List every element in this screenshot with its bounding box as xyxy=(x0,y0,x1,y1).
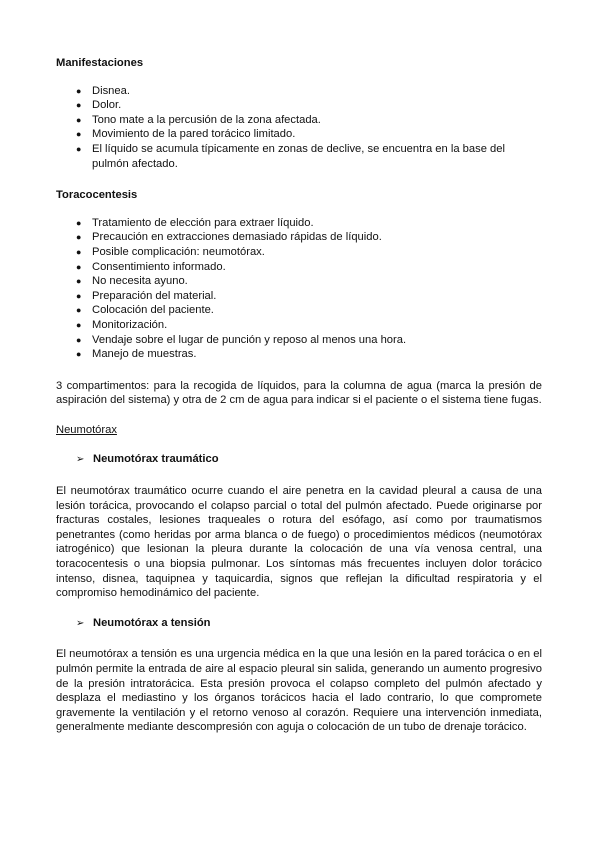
list-item: ● Preparación del material. xyxy=(76,289,217,302)
compartimentos-paragraph: 3 compartimentos: para la recogida de líquidos, para la columna de agua (marca la presión de aspiración del sistema) y otra de 2 cm de agua para indicar si el paciente o el sistema tiene fugas. xyxy=(56,379,542,407)
neumotorax-traumatico-paragraph: El neumotórax traumático ocurre cuando el aire penetra en la cavidad pleural a causa de una lesión torácica, provocando el colapso parcial o total del pulmón afectado. Puede originarse por fracturas costales, lesiones traqueales o rotura del esófago, así como por traumatismos penetrantes (como heridas por arma blanca o de fuego) o procedimientos médicos (neumotórax iatrogénico) que lesionan la pleura durante la colocación de una vía venosa central, una toracocentesis o una biopsia pulmonar. Los síntomas más frecuentes incluyen dolor torácico intenso, disnea, taquipnea y taquicardia, signos que reflejan la dificultad respiratoria y el compromiso hemodinámico del paciente. xyxy=(56,485,542,600)
list-item: ● Movimiento de la pared torácico limitado. xyxy=(76,128,296,141)
toracocentesis-heading: Toracocentesis xyxy=(56,189,138,202)
list-item: ● No necesita ayuno. xyxy=(76,275,188,288)
bullet-icon: ● xyxy=(76,319,82,330)
bullet-icon: ● xyxy=(76,129,82,140)
neumotorax-traumatico-heading: ➢ Neumotórax traumático xyxy=(76,452,542,468)
bullet-icon: ● xyxy=(76,143,82,154)
bullet-icon: ● xyxy=(76,100,82,111)
bullet-icon: ● xyxy=(76,246,82,257)
document-content xyxy=(56,56,542,750)
arrow-bullet-icon: ➢ xyxy=(76,617,85,629)
bullet-icon: ● xyxy=(76,217,82,228)
manifestaciones-list xyxy=(56,84,542,172)
bullet-icon: ● xyxy=(76,232,82,243)
neumotorax-heading: Neumotórax xyxy=(56,423,117,436)
list-item: ● Colocación del paciente. xyxy=(76,304,214,317)
list-item: ● Precaución en extracciones demasiado rápidas de líquido. xyxy=(76,231,382,244)
bullet-icon: ● xyxy=(76,305,82,316)
bullet-icon: ● xyxy=(76,85,82,96)
bullet-icon: ● xyxy=(76,349,82,360)
arrow-bullet-icon: ➢ xyxy=(76,454,85,466)
list-item: ● El líquido se acumula típicamente en zonas de declive, se encuentra en la base del pulmón afectado. xyxy=(76,142,505,170)
list-item: ● Vendaje sobre el lugar de punción y reposo al menos una hora. xyxy=(76,333,407,346)
neumotorax-tension-heading: ➢ Neumotórax a tensión xyxy=(76,616,542,632)
list-item: ● Consentimiento informado. xyxy=(76,260,226,273)
bullet-icon: ● xyxy=(76,261,82,272)
bullet-icon: ● xyxy=(76,114,82,125)
list-item: ● Tono mate a la percusión de la zona afectada. xyxy=(76,113,321,126)
toracocentesis-list xyxy=(56,216,542,362)
neumotorax-tension-paragraph: El neumotórax a tensión es una urgencia médica en la que una lesión en la pared torácica o en el pulmón permite la entrada de aire al espacio pleural sin salida, generando un aumento progresivo de la presión intratorácica. Esta presión provoca el colapso completo del pulmón afectado y desplaza el mediastino y los órganos torácicos hacia el lado contrario, lo que compromete gravemente la ventilación y el retorno venoso al corazón. Requiere una intervención inmediata, generalmente mediante descompresión con aguja o colocación de un tubo de drenaje torácico. xyxy=(56,648,542,734)
list-item: ● Dolor. xyxy=(76,99,122,112)
list-item: ● Disnea. xyxy=(76,84,130,97)
bullet-icon: ● xyxy=(76,276,82,287)
list-item: ● Tratamiento de elección para extraer líquido. xyxy=(76,216,314,229)
list-item: ● Monitorización. xyxy=(76,318,168,331)
list-item: ● Manejo de muestras. xyxy=(76,348,197,361)
bullet-icon: ● xyxy=(76,334,82,345)
bullet-icon: ● xyxy=(76,290,82,301)
manifestaciones-heading: Manifestaciones xyxy=(56,57,144,69)
list-item: ● Posible complicación: neumotórax. xyxy=(76,245,265,258)
